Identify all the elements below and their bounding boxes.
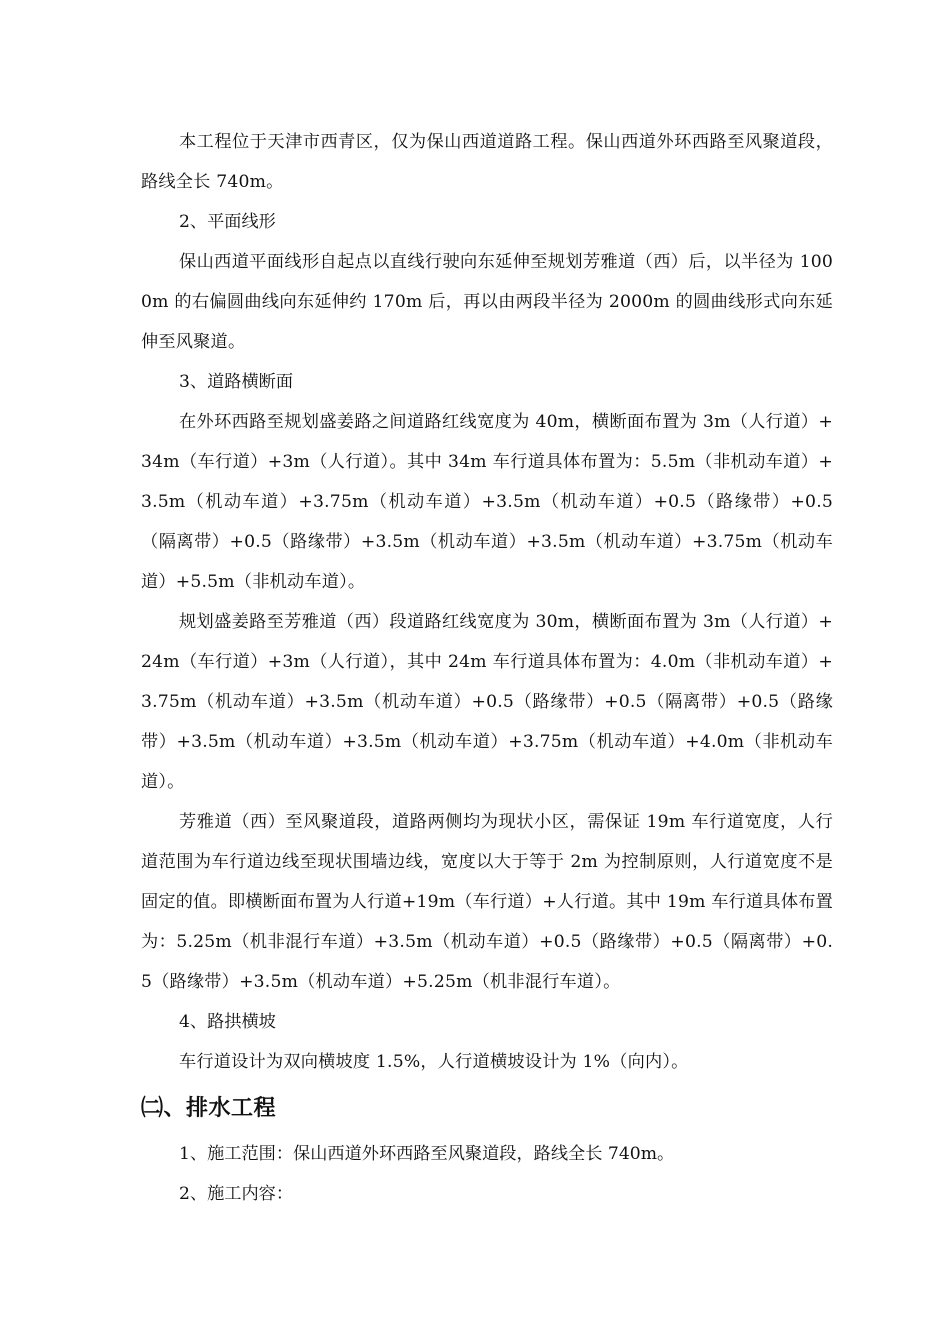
drainage-item-content: 2、施工内容： <box>179 1184 294 1204</box>
paragraph-plane-alignment: 保山西道平面线形自起点以直线行驶向东延伸至规划芳雅道（西）后，以半径为 1000m 的右偏圆曲线向东延伸约 170m 后，再以由两段半径为 2000m 的圆曲线形式向东延伸至风聚道。 <box>141 252 833 352</box>
paragraph-cross-section-40m: 在外环西路至规划盛姜路之间道路红线宽度为 40m，横断面布置为 3m（人行道）+34m（车行道）+3m（人行道）。其中 34m 车行道具体布置为：5.5m（非机动车道）+3.5m（机动车道）+3.75m（机动车道）+3.5m（机动车道）+0.5（路缘带）+0.5（隔离带）+0.5（路缘带）+3.5m（机动车道）+3.5m（机动车道）+3.75m（机动车道）+5.5m（非机动车道）。 <box>141 412 833 592</box>
paragraph-project-location: 本工程位于天津市西青区，仅为保山西道道路工程。保山西道外环西路至风聚道段，路线全长 740m。 <box>141 132 833 192</box>
subheading-plane-alignment: 2、平面线形 <box>179 212 276 232</box>
subheading-cross-section: 3、道路横断面 <box>179 372 294 392</box>
subheading-crown-slope: 4、路拱横坡 <box>179 1012 276 1032</box>
drainage-item-scope: 1、施工范围：保山西道外环西路至风聚道段，路线全长 740m。 <box>179 1144 675 1164</box>
section-title-drainage: ㈡、排水工程 <box>141 1096 277 1121</box>
document-body <box>141 122 833 1214</box>
paragraph-crown-slope: 车行道设计为双向横坡度 1.5%，人行道横坡设计为 1%（向内）。 <box>179 1052 689 1072</box>
paragraph-cross-section-19m: 芳雅道（西）至风聚道段，道路两侧均为现状小区，需保证 19m 车行道宽度，人行道范围为车行道边线至现状围墙边线，宽度以大于等于 2m 为控制原则，人行道宽度不是固定的值。即横断面布置为人行道+19m（车行道）+人行道。其中 19m 车行道具体布置为：5.25m（机非混行车道）+3.5m（机动车道）+0.5（路缘带）+0.5（隔离带）+0.5（路缘带）+3.5m（机动车道）+5.25m（机非混行车道）。 <box>141 812 833 992</box>
paragraph-cross-section-30m: 规划盛姜路至芳雅道（西）段道路红线宽度为 30m，横断面布置为 3m（人行道）+24m（车行道）+3m（人行道），其中 24m 车行道具体布置为：4.0m（非机动车道）+3.75m（机动车道）+3.5m（机动车道）+0.5（路缘带）+0.5（隔离带）+0.5（路缘带）+3.5m（机动车道）+3.5m（机动车道）+3.75m（机动车道）+4.0m（非机动车道）。 <box>141 612 833 792</box>
